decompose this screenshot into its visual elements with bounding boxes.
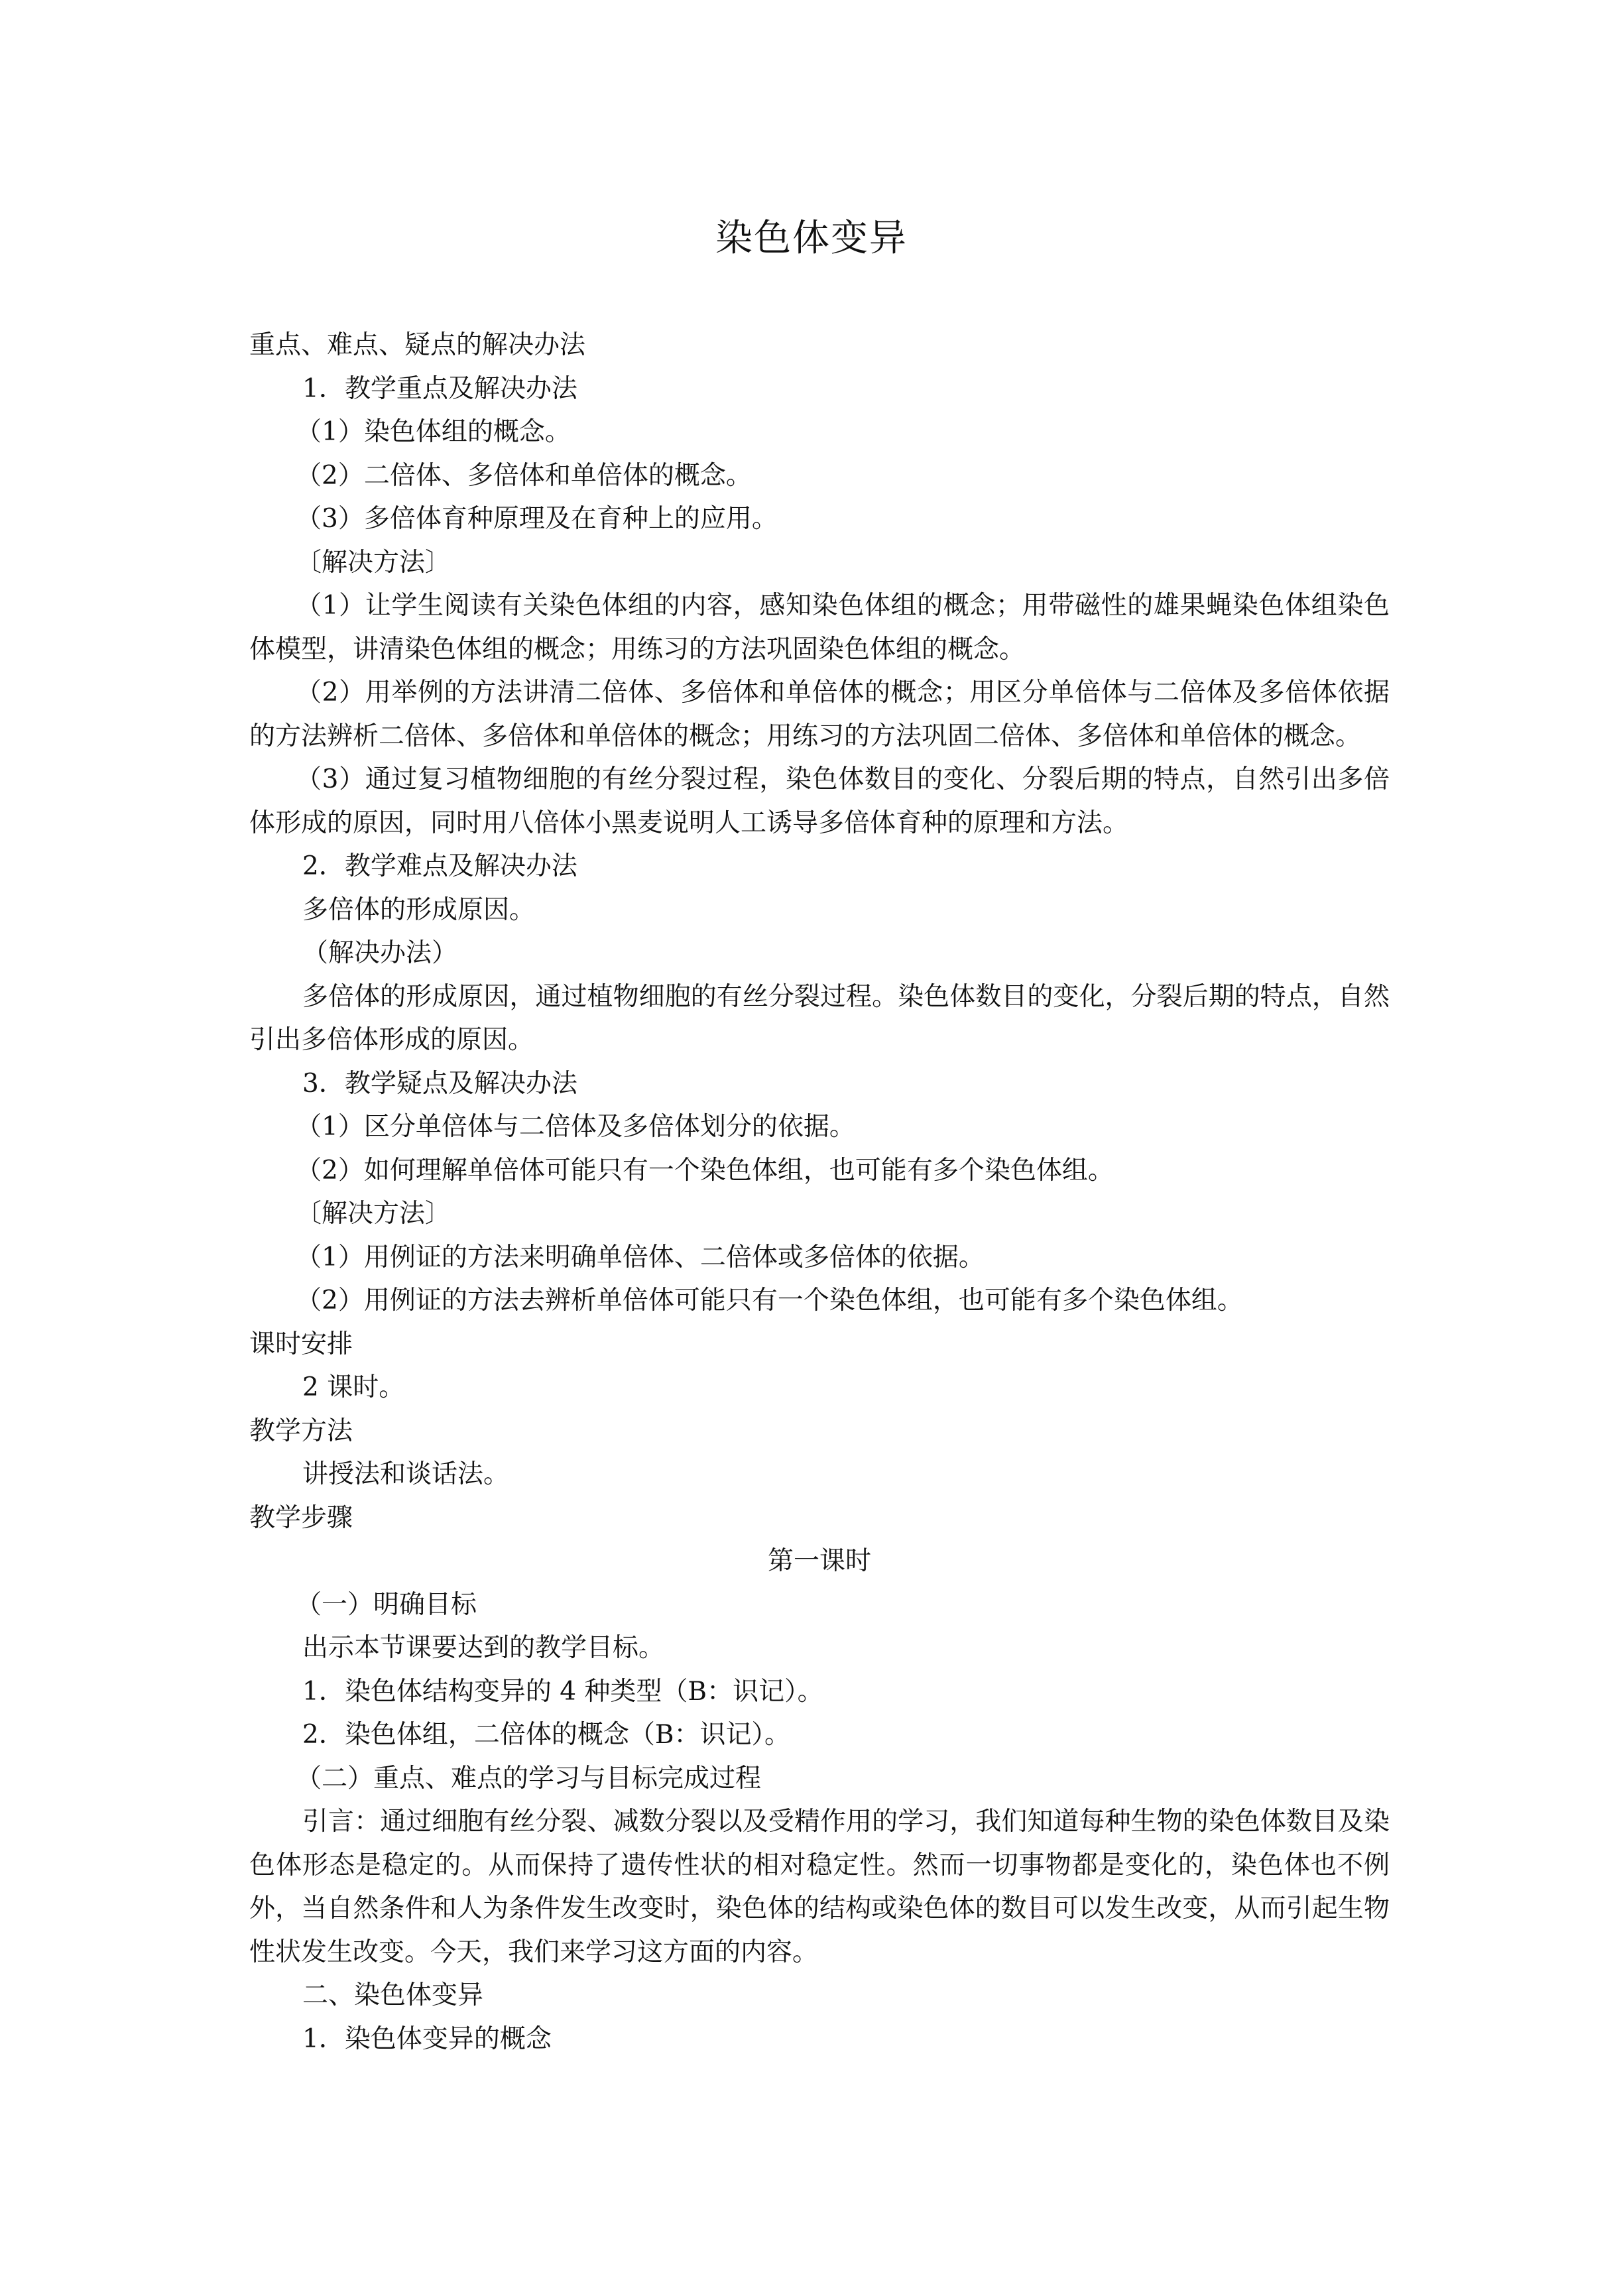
list-item: （1）染色体组的概念。: [296, 417, 571, 447]
list-item: 2．染色体组，二倍体的概念（B：识记）。: [302, 1720, 790, 1750]
list-item: （2）如何理解单倍体可能只有一个染色体组，也可能有多个染色体组。: [296, 1155, 1114, 1185]
list-item: （1）区分单倍体与二倍体及多倍体划分的依据。: [296, 1112, 855, 1142]
methods-value: 讲授法和谈话法。: [302, 1459, 510, 1489]
paragraph: （2）用举例的方法讲清二倍体、多倍体和单倍体的概念；用区分单倍体与二倍体及多倍体依据的方法辨析二倍体、多倍体和单倍体的概念；用练习的方法巩固二倍体、多倍体和单倍体的概念。: [249, 678, 1390, 751]
lesson-title: 第一课时: [767, 1546, 871, 1576]
paragraph-intro: 引言：通过细胞有丝分裂、减数分裂以及受精作用的学习，我们知道每种生物的染色体数目及染色体形态是稳定的。从而保持了遗传性状的相对稳定性。然而一切事物都是变化的，染色体也不例外，当自然条件和人为条件发生改变时，染色体的结构或染色体的数目可以发生改变，从而引起生物性状发生改变。今天，我们来学习这方面的内容。: [249, 1807, 1390, 1967]
list-item: 1．染色体结构变异的 4 种类型（B：识记）。: [302, 1676, 823, 1707]
heading-steps: 教学步骤: [249, 1502, 353, 1533]
list-item: （1）用例证的方法来明确单倍体、二倍体或多倍体的依据。: [296, 1242, 985, 1272]
list-item: （3）多倍体育种原理及在育种上的应用。: [296, 504, 778, 534]
schedule-value: 2 课时。: [302, 1372, 405, 1402]
list-item: 1．染色体变异的概念: [302, 2024, 552, 2054]
heading-methods: 教学方法: [249, 1416, 353, 1446]
method-label: （解决办法）: [302, 938, 458, 968]
subheading-teaching-difficulty: 2．教学难点及解决办法: [302, 851, 577, 881]
step-heading: （二）重点、难点的学习与目标完成过程: [296, 1763, 762, 1793]
heading-key-points: 重点、难点、疑点的解决办法: [249, 330, 586, 360]
paragraph: 多倍体的形成原因，通过植物细胞的有丝分裂过程。染色体数目的变化，分裂后期的特点，自然引出多倍体形成的原因。: [249, 981, 1390, 1055]
paragraph: （1）让学生阅读有关染色体组的内容，感知染色体组的概念；用带磁性的雄果蝇染色体组染色体模型，讲清染色体组的概念；用练习的方法巩固染色体组的概念。: [249, 591, 1390, 664]
document-body: [249, 324, 1390, 2061]
list-item: 出示本节课要达到的教学目标。: [302, 1633, 665, 1663]
paragraph: （3）通过复习植物细胞的有丝分裂过程，染色体数目的变化、分裂后期的特点，自然引出多倍体形成的原因，同时用八倍体小黑麦说明人工诱导多倍体育种的原理和方法。: [249, 764, 1390, 838]
document-title: 染色体变异: [715, 217, 908, 260]
list-item: 多倍体的形成原因。: [302, 894, 536, 925]
step-heading: （一）明确目标: [296, 1589, 477, 1620]
method-label: 〔解决方法〕: [296, 1199, 451, 1229]
heading-schedule: 课时安排: [249, 1329, 353, 1359]
section-heading: 二、染色体变异: [302, 1980, 484, 2010]
list-item: （2）用例证的方法去辨析单倍体可能只有一个染色体组，也可能有多个染色体组。: [296, 1286, 1243, 1315]
method-label: 〔解决方法〕: [296, 547, 451, 577]
list-item: （2）二倍体、多倍体和单倍体的概念。: [296, 460, 752, 491]
subheading-teaching-focus: 1．教学重点及解决办法: [302, 373, 577, 404]
subheading-teaching-doubts: 3．教学疑点及解决办法: [302, 1068, 577, 1099]
